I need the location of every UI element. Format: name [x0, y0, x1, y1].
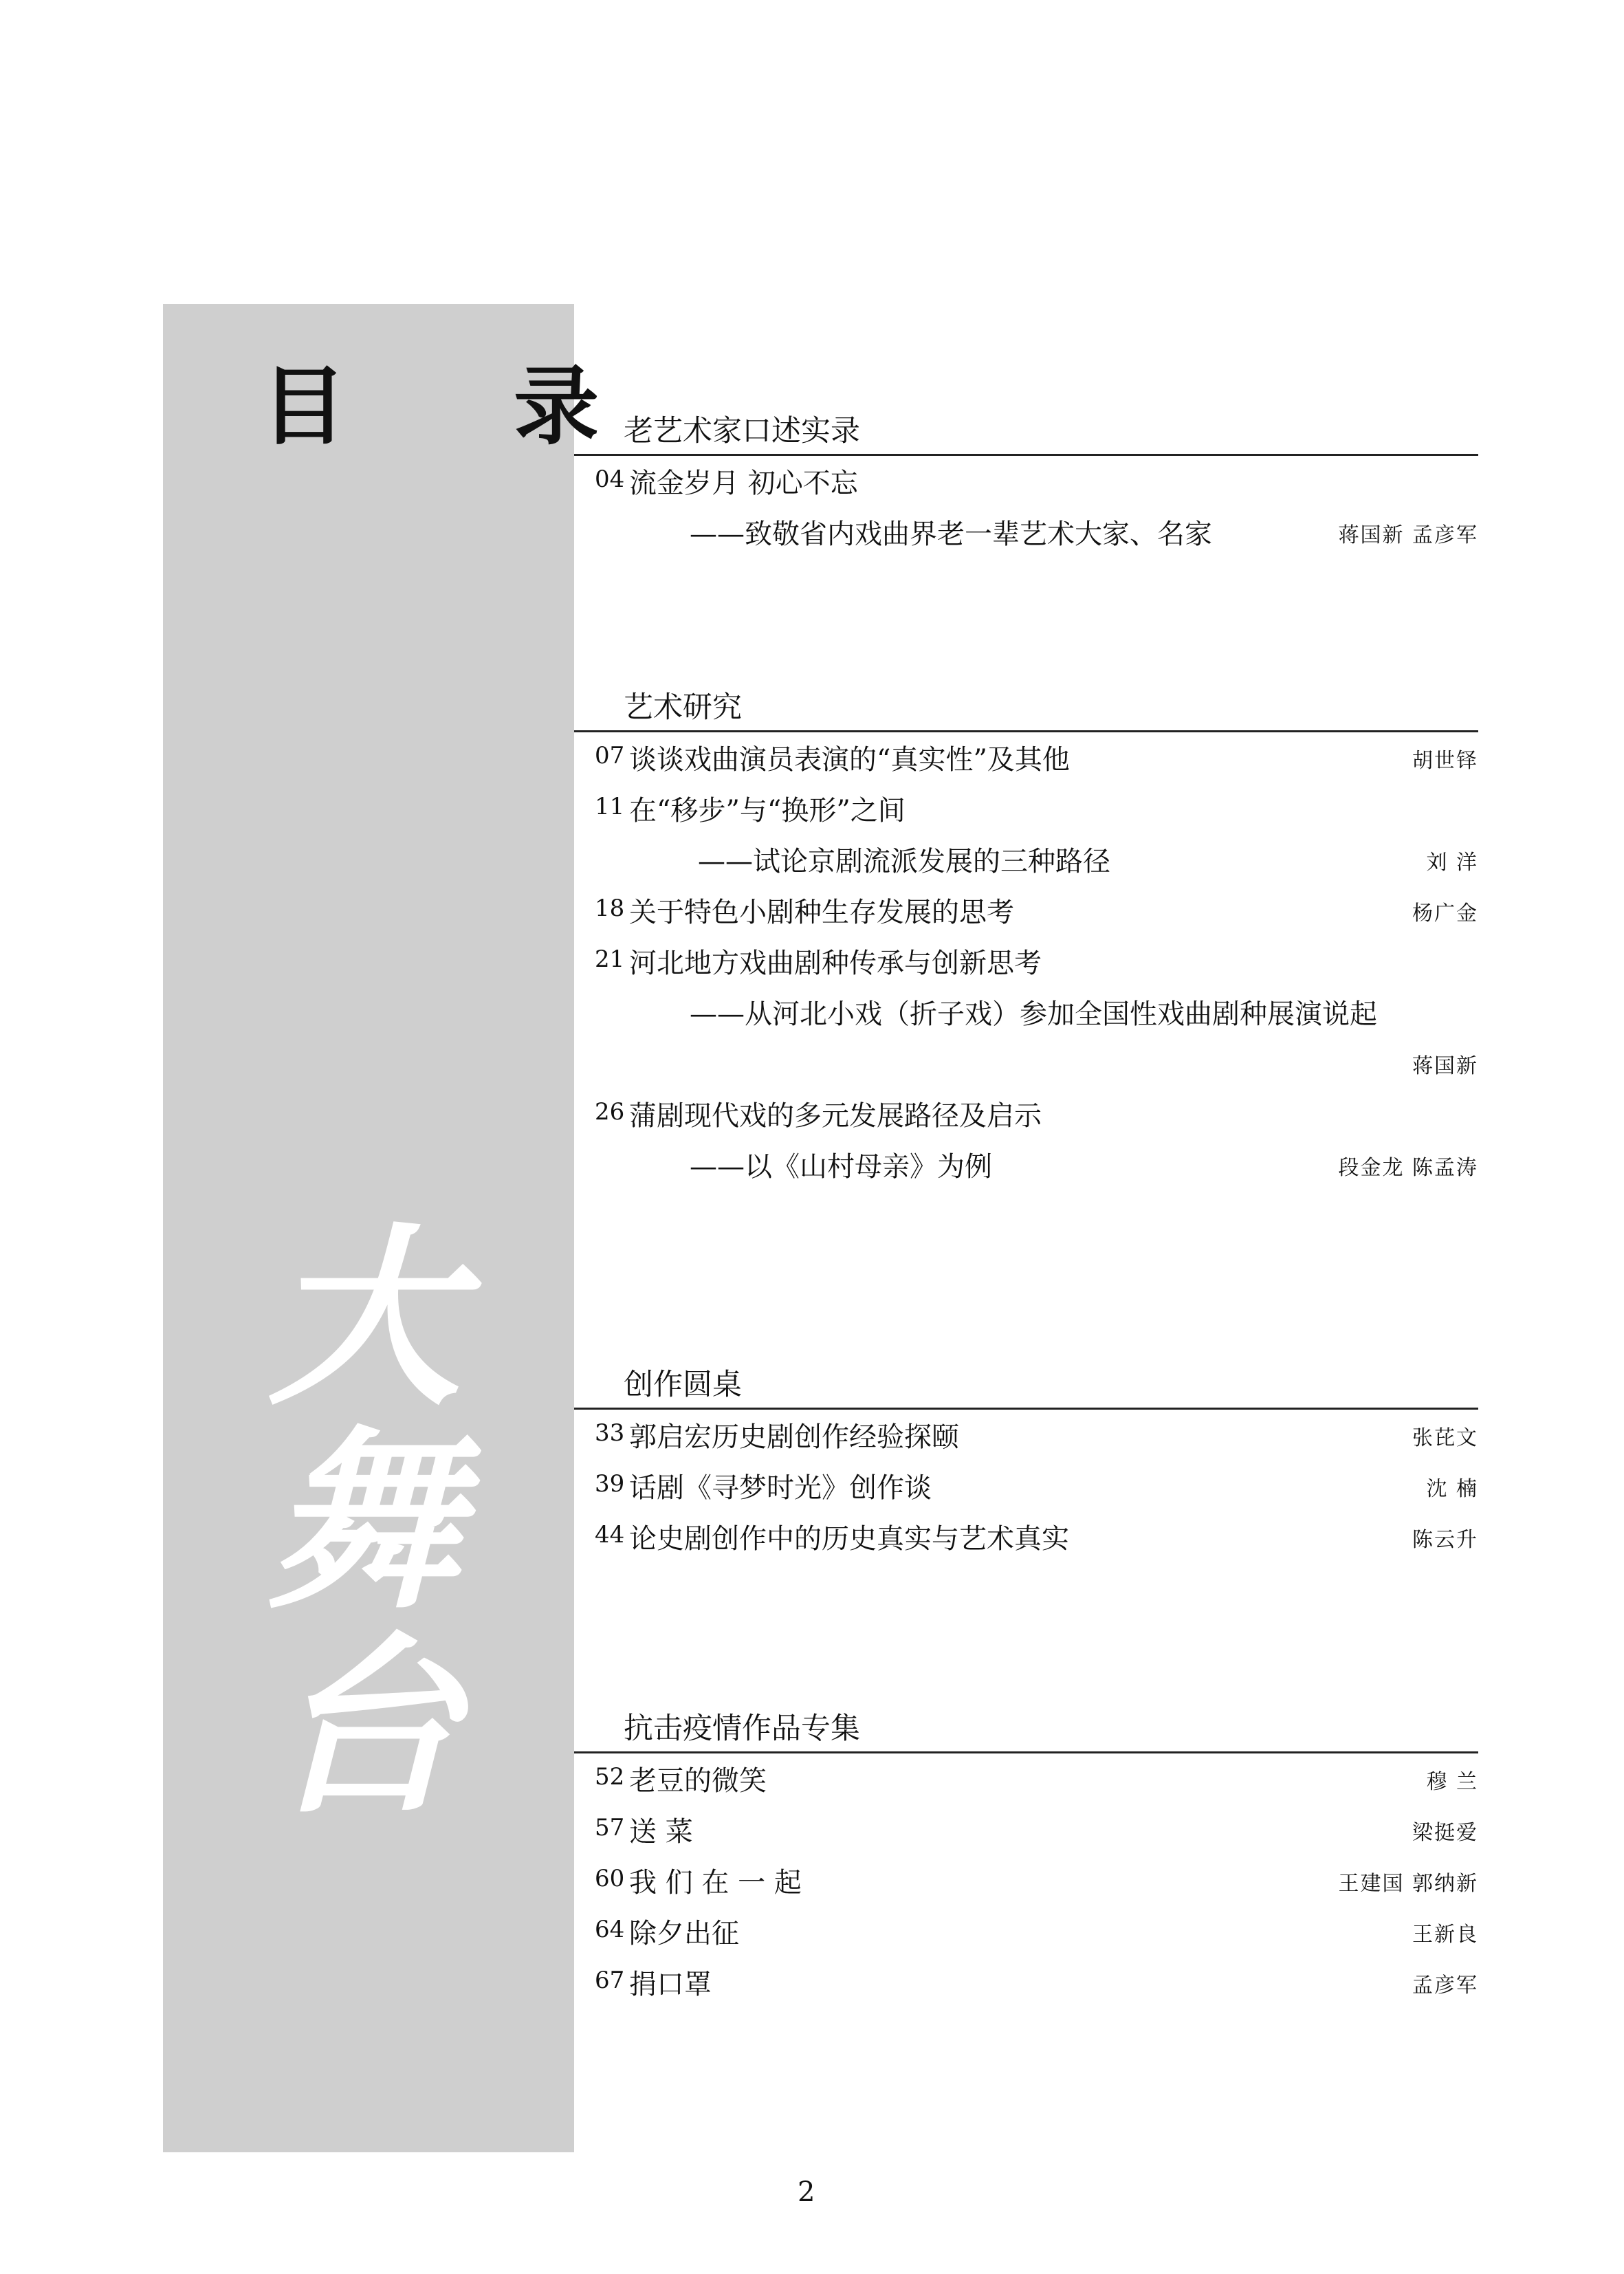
section-anti-epidemic-works	[574, 1709, 1478, 2008]
article-title: 在“移步”与“换形”之间	[629, 795, 906, 827]
article-title: 老豆的微笑	[629, 1765, 767, 1797]
toc-entry[interactable]	[574, 936, 1478, 987]
toc-entry[interactable]	[574, 1753, 1478, 1804]
article-author: 蒋国新 孟彦军	[1338, 523, 1478, 547]
page-ref: 60	[595, 1865, 625, 1892]
article-subtitle: ——从河北小戏（折子戏）参加全国性戏曲剧种展演说起	[690, 998, 1377, 1030]
article-author: 张芘文	[1412, 1426, 1478, 1450]
toc-entry-author	[574, 1038, 1478, 1089]
article-title: 我 们 在 一 起	[629, 1867, 802, 1899]
toc-entry[interactable]	[574, 732, 1478, 783]
page-ref: 52	[595, 1763, 625, 1791]
article-title: 论史剧创作中的历史真实与艺术真实	[629, 1523, 1069, 1555]
page-ref: 44	[595, 1521, 625, 1549]
toc-entry-sub	[574, 507, 1478, 558]
article-author: 王建国 郭纳新	[1338, 1872, 1478, 1896]
toc-entry-sub	[574, 987, 1478, 1038]
article-title: 郭启宏历史剧创作经验探颐	[629, 1421, 959, 1453]
article-title: 捐口罩	[629, 1969, 712, 2000]
toc-entry[interactable]	[574, 885, 1478, 936]
page-ref: 07	[595, 742, 625, 769]
article-subtitle: ——致敬省内戏曲界老一辈艺术大家、名家	[690, 518, 1212, 550]
article-title: 河北地方戏曲剧种传承与创新思考	[629, 948, 1042, 979]
article-author: 刘 洋	[1426, 851, 1478, 875]
page-ref: 11	[595, 793, 625, 820]
article-title: 送 菜	[629, 1816, 693, 1848]
article-author: 沈 楠	[1426, 1477, 1478, 1501]
article-author: 蒋国新	[1412, 1054, 1478, 1078]
article-author: 孟彦军	[1412, 1974, 1478, 1998]
toc-title: 目 录	[261, 358, 668, 457]
magazine-name-calligraphy: 大舞台	[268, 1205, 461, 1840]
toc-content	[574, 0, 1489, 2274]
page-ref: 04	[595, 466, 625, 493]
toc-entry-sub	[574, 1139, 1478, 1190]
section-heading: 老艺术家口述实录	[574, 411, 1478, 456]
article-author: 陈云升	[1412, 1528, 1478, 1552]
page-ref: 18	[595, 895, 625, 922]
page-ref: 21	[595, 945, 625, 973]
toc-entry[interactable]	[574, 1461, 1478, 1511]
toc-entry[interactable]	[574, 1089, 1478, 1139]
toc-entry-sub	[574, 834, 1478, 885]
section-heading: 创作圆桌	[574, 1365, 1478, 1410]
section-heading: 艺术研究	[574, 688, 1478, 732]
article-title: 除夕出征	[629, 1918, 739, 1949]
article-author: 胡世铎	[1412, 749, 1478, 773]
section-art-research	[574, 688, 1478, 1190]
page-ref: 26	[595, 1098, 625, 1126]
page-ref: 57	[595, 1814, 625, 1841]
article-title: 关于特色小剧种生存发展的思考	[629, 897, 1014, 928]
article-author: 穆 兰	[1426, 1770, 1478, 1794]
section-heading: 抗击疫情作品专集	[574, 1709, 1478, 1753]
page-ref: 33	[595, 1419, 625, 1447]
article-title: 谈谈戏曲演员表演的“真实性”及其他	[629, 744, 1070, 776]
article-author: 段金龙 陈孟涛	[1338, 1156, 1478, 1180]
article-title: 流金岁月 初心不忘	[629, 468, 858, 499]
page-ref: 67	[595, 1967, 625, 1994]
section-oral-history	[574, 411, 1478, 558]
article-title: 蒲剧现代戏的多元发展路径及启示	[629, 1100, 1042, 1132]
toc-entry[interactable]	[574, 1906, 1478, 1957]
page-number: 2	[798, 2176, 815, 2208]
article-title: 话剧《寻梦时光》创作谈	[629, 1472, 932, 1504]
article-author: 梁挺爱	[1412, 1821, 1478, 1845]
article-author: 杨广金	[1412, 901, 1478, 926]
toc-entry[interactable]	[574, 1511, 1478, 1562]
toc-entry[interactable]	[574, 1804, 1478, 1855]
toc-entry[interactable]	[574, 1957, 1478, 2008]
article-subtitle: ——试论京剧流派发展的三种路径	[698, 846, 1110, 877]
page-ref: 64	[595, 1916, 625, 1943]
toc-entry[interactable]	[574, 1855, 1478, 1906]
article-author: 王新良	[1412, 1923, 1478, 1947]
section-creation-roundtable	[574, 1365, 1478, 1562]
toc-entry[interactable]	[574, 1410, 1478, 1461]
toc-entry[interactable]	[574, 456, 1478, 507]
toc-entry[interactable]	[574, 783, 1478, 834]
page-ref: 39	[595, 1470, 625, 1498]
article-subtitle: ——以《山村母亲》为例	[690, 1151, 992, 1183]
